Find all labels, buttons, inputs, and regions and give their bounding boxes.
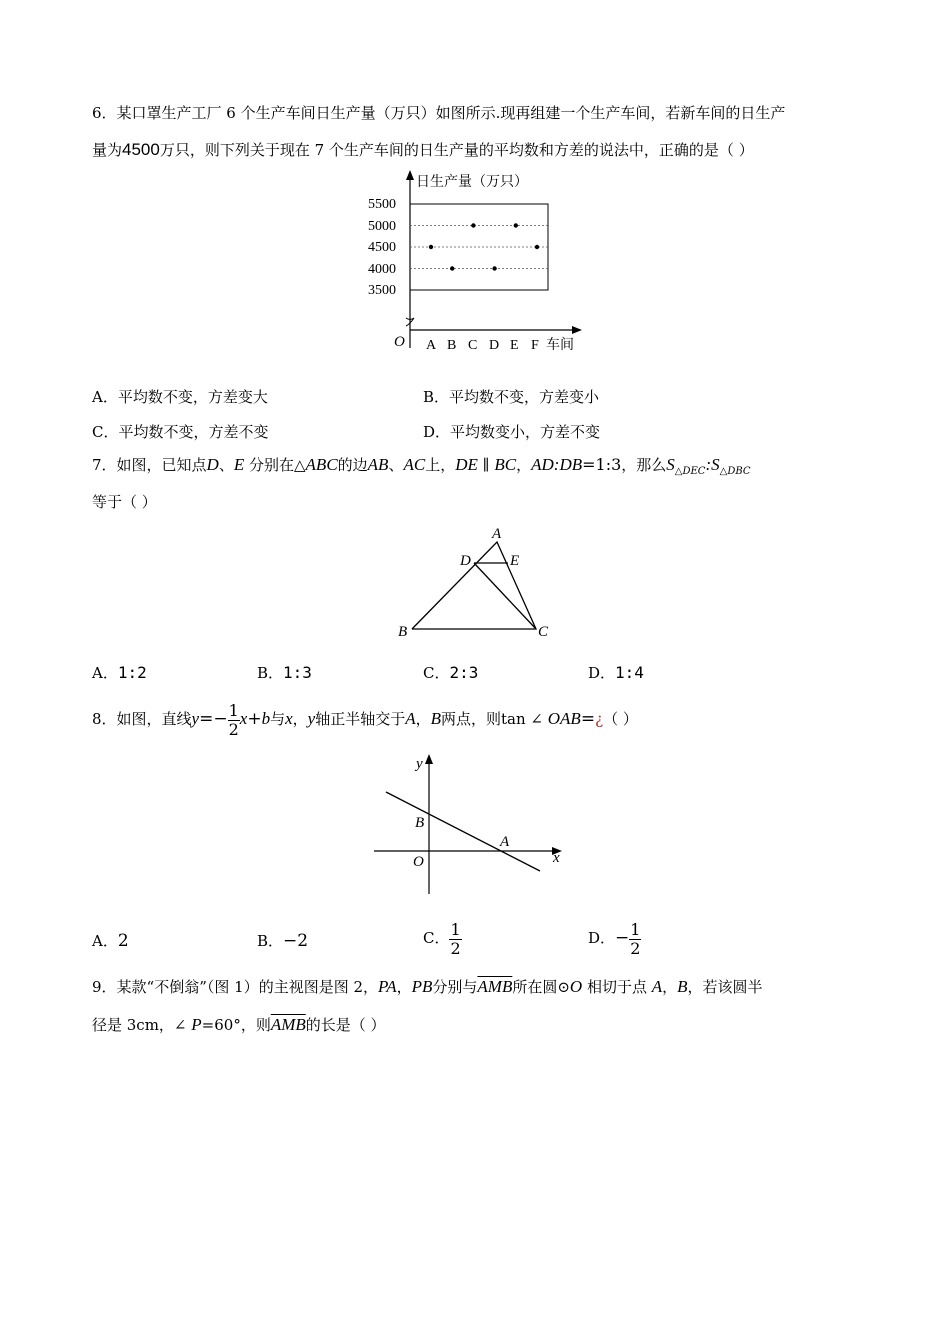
q8-option-d[interactable]: D．− $\frac{1}{2}$	[588, 919, 641, 958]
q7-line-1: 7．如图，已知点D、E 分别在△ABC的边AB、AC上，DE ∥ BC，AD:DB=1:3，那么$S_{\triangle DEC}:S_{\triangle DBC}$	[92, 455, 751, 477]
q7-option-b[interactable]: B．1:3	[257, 663, 312, 682]
q7-option-a[interactable]: A．1:2	[92, 663, 147, 682]
q6-option-b[interactable]: B．平均数不变，方差变小	[423, 388, 600, 406]
data-point-b	[450, 266, 454, 270]
x-axis-label: x	[553, 850, 560, 866]
point-d-label: D	[460, 553, 471, 569]
q7-option-d[interactable]: D．1:4	[588, 663, 644, 682]
q7-line-2: 等于（ ）	[92, 493, 157, 511]
x-tick-label: F	[531, 338, 539, 353]
y-tick-label: 4000	[368, 262, 396, 277]
point-b-label: B	[398, 624, 408, 640]
q8-option-b[interactable]: B．−2	[257, 931, 309, 951]
q6-option-c[interactable]: C．平均数不变，方差不变	[92, 423, 269, 441]
x-tick-label: C	[468, 338, 478, 353]
arc-amb: $\overline{AMB}$	[270, 1015, 306, 1034]
y-axis-label: y	[416, 756, 423, 772]
origin-label: O	[394, 334, 405, 350]
x-tick-label: E	[510, 338, 519, 353]
point-a-label: A	[500, 834, 510, 850]
segment-dc	[474, 563, 536, 629]
y-axis-title: 日生产量（万只）	[416, 175, 528, 190]
q8-option-c[interactable]: C． $\frac{1}{2}$	[423, 919, 461, 958]
point-a-label: A	[492, 526, 502, 542]
q8-line: 8．如图，直线y=− $\frac{1}{2}$ x+b与x，y轴正半轴交于A，B两点，则tan ∠ OAB=¿（ ）	[92, 700, 638, 739]
x-tick-label: A	[426, 338, 437, 353]
data-point-f	[535, 245, 539, 249]
y-tick-label: 5500	[368, 197, 396, 212]
q8-line-figure	[370, 752, 570, 898]
x-tick-label: B	[447, 338, 457, 353]
y-tick-label: 4500	[368, 240, 396, 255]
y-axis-arrow-icon	[425, 754, 433, 764]
origin-label: O	[413, 854, 424, 870]
q7-option-c[interactable]: C．2:3	[423, 663, 479, 682]
y-axis-arrow-icon	[406, 170, 414, 180]
q6-chart	[360, 168, 600, 358]
q6-option-a[interactable]: A．平均数不变，方差变大	[92, 388, 268, 406]
data-point-c	[471, 223, 475, 227]
arc-amb: $\overline{AMB}$	[477, 977, 513, 996]
x-axis-title: 车间	[546, 338, 574, 353]
q9-line-2: 径是 3cm，∠ P=60°，则$\overline{AMB}$的长是（ ）	[92, 1015, 386, 1034]
q6-line-1: 6．某口罩生产工厂 6 个生产车间日生产量（万只）如图所示.现再组建一个生产车间，若新车间的日生产	[92, 104, 786, 122]
y-tick-label: 3500	[368, 283, 396, 298]
x-axis-arrow-icon	[572, 326, 582, 334]
data-point-e	[514, 223, 518, 227]
y-tick-label: 5000	[368, 219, 396, 234]
point-e-label: E	[510, 553, 520, 569]
q9-line-1: 9．某款“不倒翁”（图 1）的主视图是图 2，PA，PB分别与$\overline{AMB}$所在圆⊙O 相切于点 A，B，若该圆半	[92, 977, 763, 996]
line-graph	[386, 792, 540, 871]
q7-triangle-figure	[392, 520, 562, 645]
q6-line-2: 量为4500万只，则下列关于现在 7 个生产车间的日生产量的平均数和方差的说法中，正确的是（ ）	[92, 140, 754, 159]
q6-option-d[interactable]: D．平均数变小，方差不变	[423, 423, 601, 441]
fraction-one-half: $\frac{1}{2}$	[228, 700, 239, 739]
point-b-label: B	[415, 815, 425, 831]
x-tick-label: D	[489, 338, 500, 353]
data-point-d	[492, 266, 496, 270]
point-c-label: C	[538, 624, 549, 640]
q8-option-a[interactable]: A．2	[92, 931, 129, 951]
data-point-a	[429, 245, 433, 249]
